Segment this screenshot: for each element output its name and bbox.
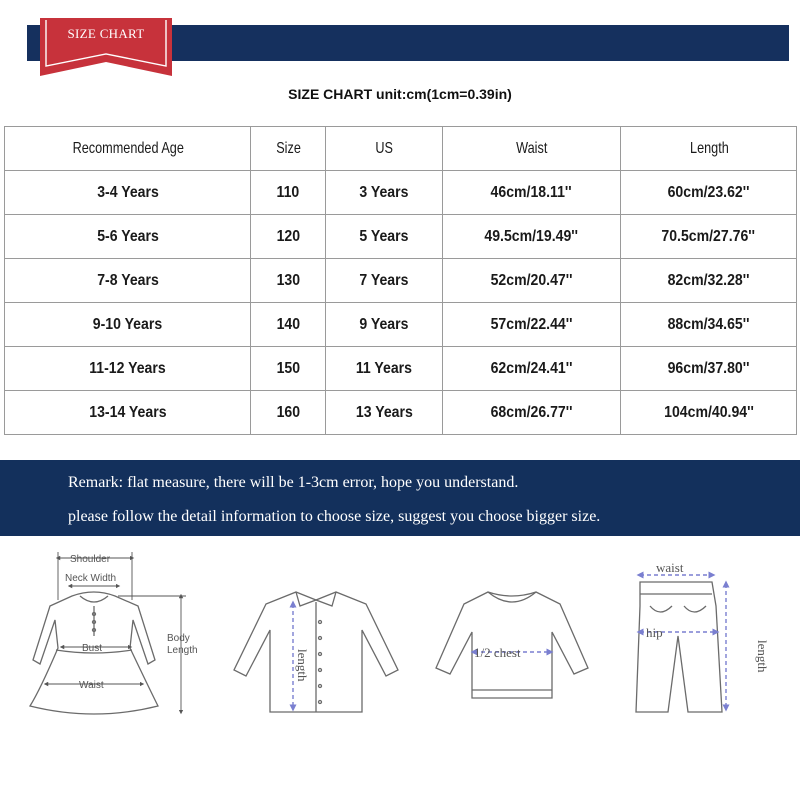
cell-length: 60cm/23.62'' [621,171,797,215]
pants-diagram [636,582,722,712]
cell-length: 82cm/32.28'' [621,259,797,303]
header-us: US [331,127,436,171]
table-row [5,347,797,391]
cell-size: 120 [251,215,326,259]
cell-size: 160 [251,391,326,435]
cell-us: 9 Years [326,303,443,347]
pants-length-label: length [755,640,770,673]
cell-waist: 62cm/24.41'' [443,347,621,391]
header-waist: Waist [451,127,611,171]
cell-waist: 57cm/22.44'' [443,303,621,347]
cell-us: 11 Years [326,347,443,391]
cell-age: 11-12 Years [5,347,251,391]
cell-waist: 49.5cm/19.49'' [443,215,621,259]
cell-length: 104cm/40.94'' [621,391,797,435]
remark-line-2: please follow the detail information to choose size, suggest you choose bigger size. [68,508,601,525]
dress-shoulder-label: Shoulder [70,554,111,565]
measurement-diagrams [0,540,800,740]
cell-us: 7 Years [326,259,443,303]
shirt-diagram [234,592,398,712]
dress-body-label: Body [167,633,190,644]
table-row [5,259,797,303]
cell-age: 13-14 Years [5,391,251,435]
table-header-row [5,127,797,171]
cell-length: 96cm/37.80'' [621,347,797,391]
dress-bust-label: Bust [82,643,103,654]
size-table [4,126,797,435]
header-length: Length [629,127,787,171]
cell-us: 3 Years [326,171,443,215]
pants-hip-label: hip [646,625,663,640]
cell-age: 7-8 Years [5,259,251,303]
dress-neck-width-label: Neck Width [65,573,117,584]
table-row [5,171,797,215]
cell-age: 5-6 Years [5,215,251,259]
cell-us: 13 Years [326,391,443,435]
cell-waist: 68cm/26.77'' [443,391,621,435]
shirt-length-label: length [295,649,310,682]
header-size: Size [254,127,322,171]
cell-us: 5 Years [326,215,443,259]
cell-size: 140 [251,303,326,347]
cell-age: 3-4 Years [5,171,251,215]
header-age: Recommended Age [17,127,238,171]
sweater-chest-label: 1/2 chest [474,645,521,660]
cell-age: 9-10 Years [5,303,251,347]
cell-length: 88cm/34.65'' [621,303,797,347]
pants-waist-label: waist [656,560,684,575]
table-row [5,215,797,259]
dress-waist-label: Waist [79,680,104,691]
table-row [5,303,797,347]
remark-line-1: Remark: flat measure, there will be 1-3cm error, hope you understand. [68,474,519,491]
ribbon-label: SIZE CHART [67,26,145,41]
cell-waist: 52cm/20.47'' [443,259,621,303]
cell-size: 150 [251,347,326,391]
cell-waist: 46cm/18.11'' [443,171,621,215]
cell-size: 110 [251,171,326,215]
table-row [5,391,797,435]
cell-size: 130 [251,259,326,303]
cell-length: 70.5cm/27.76'' [621,215,797,259]
dress-length-label: Length [167,645,198,656]
chart-title: SIZE CHART unit:cm(1cm=0.39in) [288,86,512,102]
